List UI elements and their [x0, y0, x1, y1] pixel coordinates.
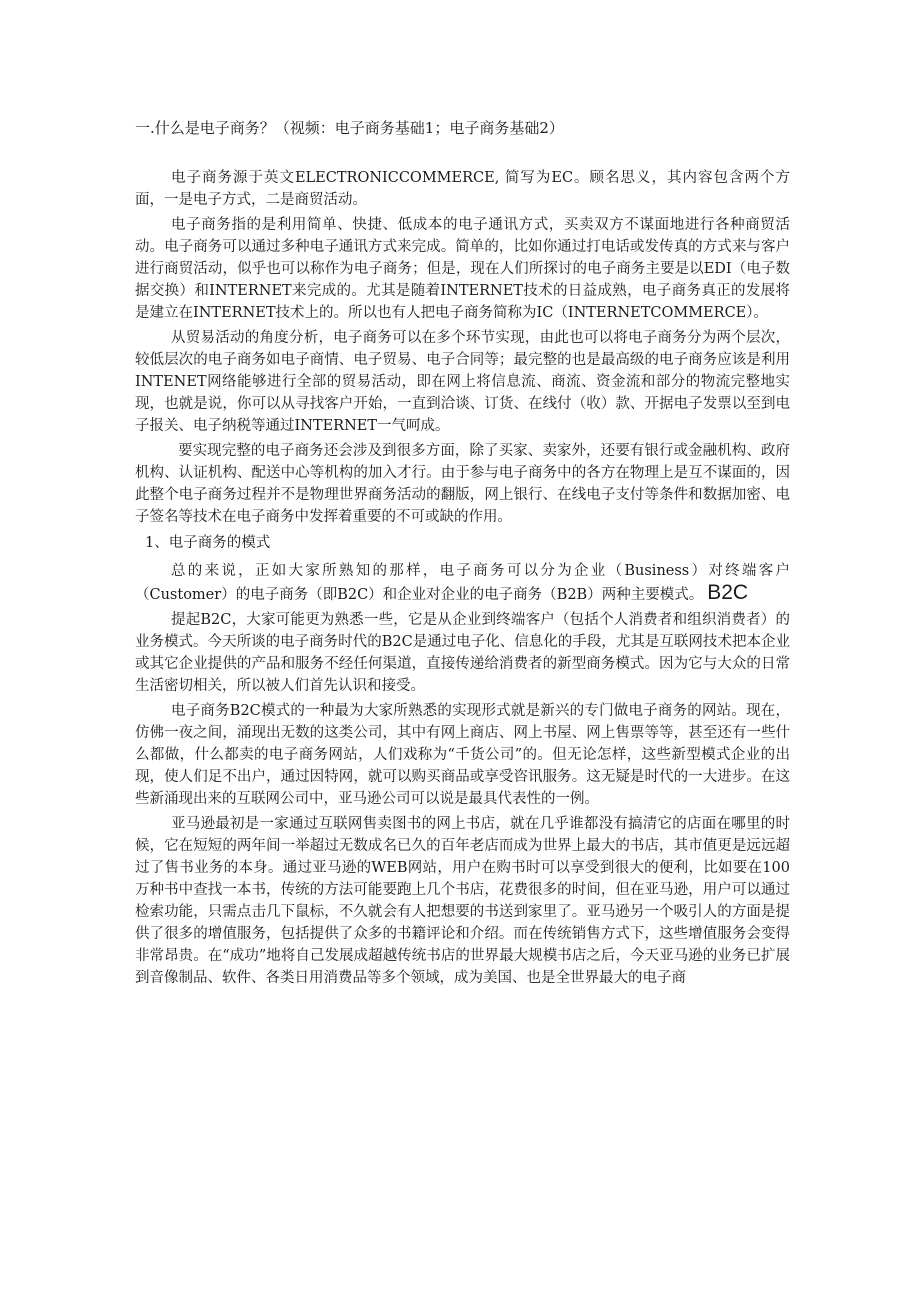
section-heading: 一.什么是电子商务？（视频：电子商务基础1；电子商务基础2）	[135, 119, 564, 137]
paragraph-ec-requirements: 要实现完整的电子商务还会涉及到很多方面，除了买家、卖家外，还要有银行或金融机构、政府机构、认证机构、配送中心等机构的加入才行。由于参与电子商务中的各方在物理上是互不谋面的，因此整个电子商务过程并不是物理世界商务活动的翻版，网上银行、在线电子支付等条件和数据加密、电子签名等技术在电子商务中发挥着重要的不可或缺的作用。	[135, 443, 790, 525]
paragraph-ec-models-text: 总的来说，正如大家所熟知的那样，电子商务可以分为企业（Business）对终端客户（Customer）的电子商务（即B2C）和企业对企业的电子商务（B2B）两种主要模式。	[135, 563, 790, 603]
document-body	[135, 167, 790, 992]
paragraph-ec-models	[135, 560, 790, 606]
subheading-ec-models: 1、电子商务的模式	[145, 535, 271, 551]
paragraph-ec-levels: 从贸易活动的角度分析，电子商务可以在多个环节实现，由此也可以将电子商务分为两个层次，较低层次的电子商务如电子商情、电子贸易、电子合同等；最完整的也是最高级的电子商务应该是利用INTENET网络能够进行全部的贸易活动，即在网上将信息流、商流、资金流和部分的物流完整地实现，也就是说，你可以从寻找客户开始，一直到洽谈、订货、在线付（收）款、开据电子发票以至到电子报关、电子纳税等通过INTERNET一气呵成。	[135, 330, 790, 434]
paragraph-ec-origin: 电子商务源于英文ELECTRONICCOMMERCE, 简写为EC。顾名思义，其内容包含两个方面，一是电子方式，二是商贸活动。	[135, 170, 790, 208]
b2c-label: B2C	[707, 581, 749, 604]
paragraph-b2c-intro: 提起B2C，大家可能更为熟悉一些，它是从企业到终端客户（包括个人消费者和组织消费者）的业务模式。今天所谈的电子商务时代的B2C是通过电子化、信息化的手段，尤其是互联网技术把本企业或其它企业提供的产品和服务不经任何渠道，直接传递给消费者的新型商务模式。因为它与大众的日常生活密切相关，所以被人们首先认识和接受。	[135, 612, 790, 694]
paragraph-ec-definition: 电子商务指的是利用简单、快捷、低成本的电子通讯方式，买卖双方不谋面地进行各种商贸活动。电子商务可以通过多种电子通讯方式来完成。简单的，比如你通过打电话或发传真的方式来与客户进行商贸活动，似乎也可以称作为电子商务；但是，现在人们所探讨的电子商务主要是以EDI（电子数据交换）和INTERNET来完成的。尤其是随着INTERNET技术的日益成熟，电子商务真正的发展将是建立在INTERNET技术上的。所以也有人把电子商务简称为IC（INTERNETCOMMERCE）。	[135, 217, 790, 321]
paragraph-amazon: 亚马逊最初是一家通过互联网售卖图书的网上书店，就在几乎谁都没有搞清它的店面在哪里的时候，它在短短的两年间一举超过无数成名已久的百年老店而成为世界上最大的书店，其市值更是远远超过了售书业务的本身。通过亚马逊的WEB网站，用户在购书时可以享受到很大的便利，比如要在100万种书中查找一本书，传统的方法可能要跑上几个书店，花费很多的时间，但在亚马逊，用户可以通过检索功能，只需点击几下鼠标，不久就会有人把想要的书送到家里了。亚马逊另一个吸引人的方面是提供了很多的增值服务，包括提供了众多的书籍评论和介绍。而在传统销售方式下，这些增值服务会变得非常昂贵。在“成功”地将自己发展成超越传统书店的世界最大规模书店之后，今天亚马逊的业务已扩展到音像制品、软件、各类日用消费品等多个领域，成为美国、也是全世界最大的电子商	[135, 816, 790, 986]
paragraph-b2c-websites: 电子商务B2C模式的一种最为大家所熟悉的实现形式就是新兴的专门做电子商务的网站。现在，仿佛一夜之间，涌现出无数的这类公司，其中有网上商店、网上书屋、网上售票等等，甚至还有一些什么都做，什么都卖的电子商务网站，人们戏称为“千货公司”的。但无论怎样，这些新型模式企业的出现，使人们足不出户，通过因特网，就可以购买商品或享受咨讯服务。这无疑是时代的一大进步。在这些新涌现出来的互联网公司中，亚马逊公司可以说是最具代表性的一例。	[135, 703, 790, 807]
